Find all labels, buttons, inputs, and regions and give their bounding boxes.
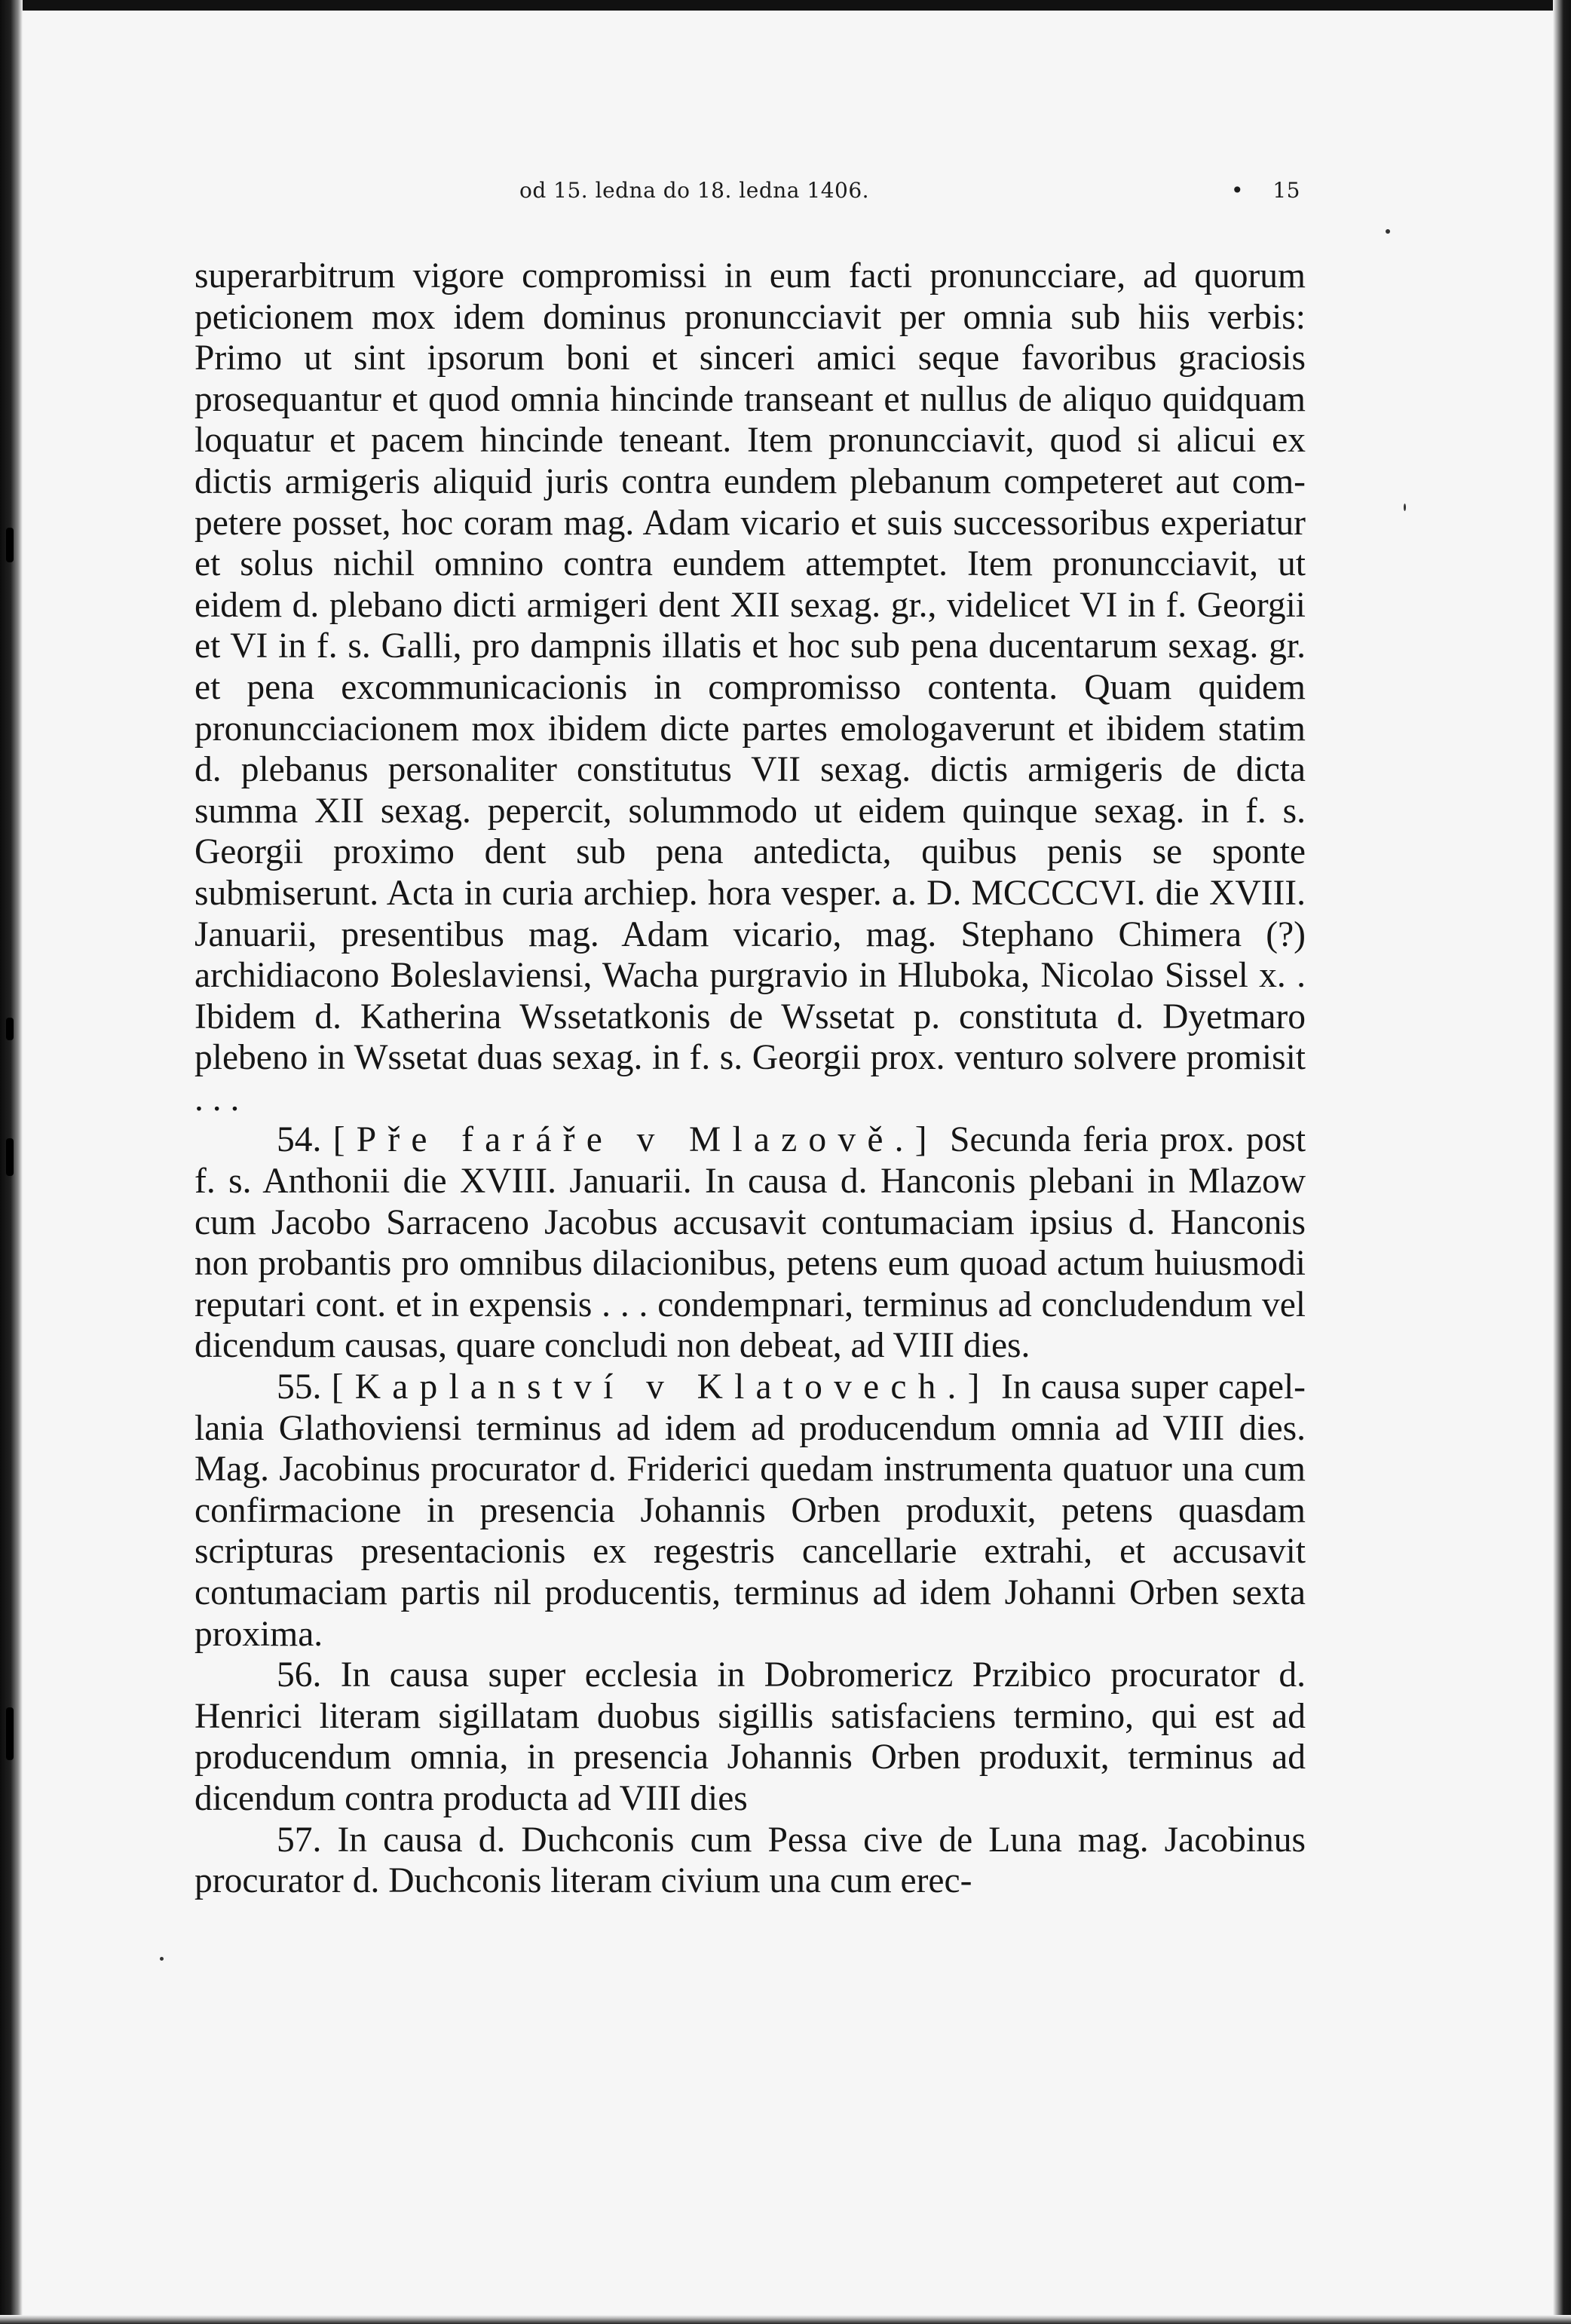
paragraph-continuation	[194, 256, 1306, 1119]
entry-57	[194, 1820, 1306, 1902]
entry-56	[194, 1655, 1306, 1819]
entry-55	[194, 1367, 1306, 1655]
running-title: od 15. ledna do 18. ledna 1406.	[519, 178, 870, 203]
entry-number: 56.	[277, 1655, 322, 1695]
entry-heading: [Kaplanství v Klatovech.]	[331, 1367, 991, 1407]
binding-mark	[6, 1018, 14, 1040]
scan-edge-top	[0, 0, 1571, 11]
entry-number: 57.	[277, 1820, 322, 1860]
paragraph-text: superarbitrum vigore compromissi in eum facti pronuncciare, ad quorum peticionem mox idem dominus pronuncciavit per omnia sub hiis verbis: Primo ut sint ipsorum boni et sinceri amici seque favoribus graciosis prosequantur et quod omnia hincinde transeant et nullus de aliquo quidquam loquatur et pacem hincinde teneant. Item pronuncciavit, quod si alicui ex dictis armigeris aliquid juris contra eundem plebanum competeret aut competere posset, hoc coram mag. Adam vicario et suis successoribus experiatur et solus nichil omnino contra eundem attemptet. Item pronuncciavit, ut eidem d. plebano dicti armigeri dent XII sexag. gr., videlicet VI in f. Georgii et VI in f. s. Galli, pro dampnis illatis et hoc sub pena ducentarum sexag. gr. et pena excommunicacionis in compromisso contenta. Quam quidem pronuncciacionem mox ibidem dicte partes emologaverunt et ibidem statim d. plebanus personaliter constitutus VII sexag. dictis armigeris de dicta summa XII sexag. pepercit, solummodo ut eidem quinque sexag. in f. s. Georgii proximo dent sub pena antedicta, quibus penis se sponte submiserunt. Acta in curia archiep. hora vesper. a. D. MCCCCVI. die XVIII. Januarii, presentibus mag. Adam vicario, mag. Stephano Chimera (?) archidiacono Boleslaviensi, Wacha purgravio in Hluboka, Nicolao Sissel x. . Ibidem d. Katherina Wssetatkonis de Wssetat p. constituta d. Dyetmaro plebeno in Wssetat duas sexag. in f. s. Georgii prox. venturo solvere promisit . . .	[194, 256, 1306, 1119]
entry-number: 54.	[277, 1120, 322, 1160]
entry-text: Secunda feria prox. post f. s. Anthonii die XVIII. Januarii. In causa d. Hanconis plebani in Mlazow cum Jacobo Sarraceno Jacobus accusavit contumaciam ipsius d. Hanconis non probantis pro omnibus dilacionibus, petens eum quoad actum huiusmodi reputari cont. et in expensis . . . condempnari, terminus ad concludendum vel dicendum causas, quare concludi non debeat, ad VIII dies.	[194, 1120, 1306, 1366]
entry-text: In causa super capellania Glathoviensi terminus ad idem ad producendum omnia ad VIII dies. Mag. Jacobinus procurator d. Friderici quedam instrumenta quatuor una cum confirmacione in presencia Johannis Orben produxit, petens quasdam scripturas presentacionis ex regestris cancellarie extrahi, et accusavit contumaciam partis nil producentis, terminus ad idem Johanni Orben sexta proxima.	[194, 1367, 1306, 1654]
body-text	[194, 256, 1306, 1902]
entry-text: In causa super ecclesia in Dobromericz Przibico procurator d. Henrici literam sigillatam duobus sigillis satisfaciens termino, qui est ad producendum omnia, in presencia Johannis Orben produxit, terminus ad dicendum contra producta ad VIII dies	[194, 1655, 1306, 1818]
binding-mark	[6, 528, 14, 562]
entry-text: In causa d. Duchconis cum Pessa cive de Luna mag. Jacobinus procurator d. Duchconis literam civium una cum erec-	[194, 1820, 1306, 1901]
binding-mark	[6, 1138, 14, 1176]
scan-speck	[1404, 504, 1406, 511]
scan-edge-bottom	[0, 2315, 1571, 2324]
scan-speck	[1386, 229, 1390, 234]
entry-number: 55.	[277, 1367, 322, 1407]
header-separator: •	[1231, 178, 1245, 203]
scan-speck	[160, 1957, 164, 1961]
page-number: 15	[1272, 178, 1300, 203]
entry-54	[194, 1119, 1306, 1367]
entry-heading: [Pře faráře v Mlazově.]	[332, 1120, 939, 1160]
running-header	[519, 178, 1300, 208]
binding-mark	[6, 1707, 14, 1760]
scan-edge-right	[1553, 0, 1571, 2324]
